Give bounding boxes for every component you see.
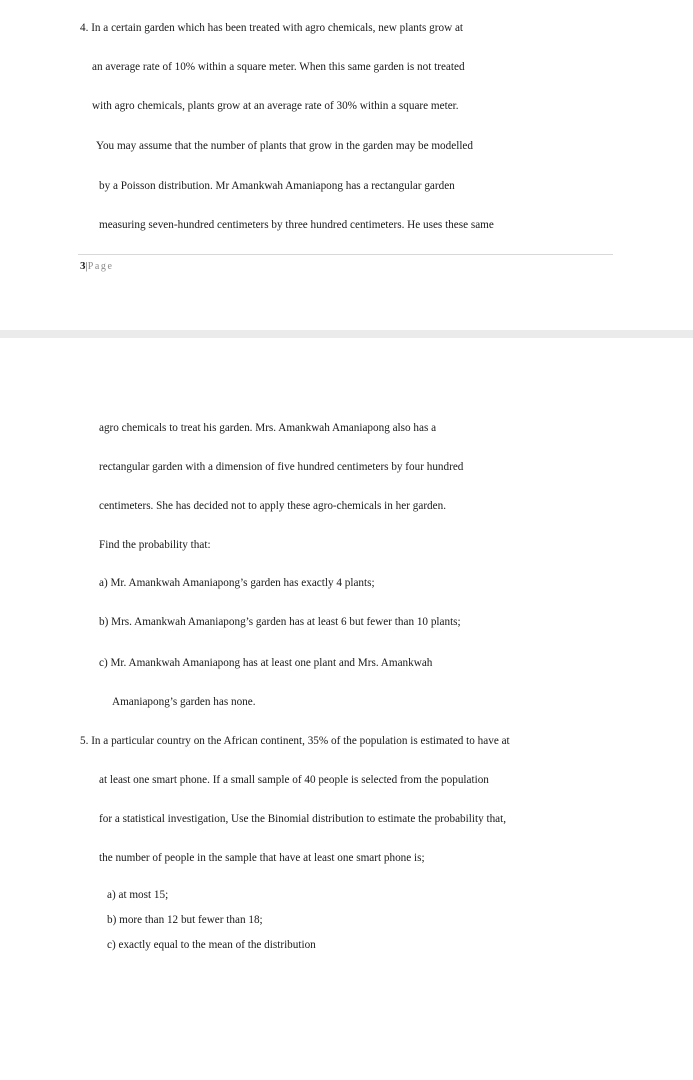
- q4-part-c-cont: Amaniapong’s garden has none.: [112, 696, 256, 708]
- q4-find-probability: Find the probability that:: [99, 539, 211, 551]
- q4-line-1: 4. In a certain garden which has been treated with agro chemicals, new plants grow at: [80, 22, 464, 34]
- page-separator: |: [85, 260, 88, 272]
- page-4-top: [0, 338, 693, 1080]
- q4-part-c: c) Mr. Amankwah Amaniapong has at least one plant and Mrs. Amankwah: [99, 657, 433, 669]
- q4-cont-line-3: centimeters. She has decided not to apply these agro-chemicals in her garden.: [99, 500, 446, 512]
- q5-line-4: the number of people in the sample that have at least one smart phone is;: [99, 852, 425, 864]
- q5-part-b: b) more than 12 but fewer than 18;: [107, 914, 263, 926]
- q5-line-2: at least one smart phone. If a small sample of 40 people is selected from the population: [99, 774, 489, 786]
- q4-line-3: with agro chemicals, plants grow at an average rate of 30% within a square meter.: [92, 100, 459, 112]
- page-number-footer: [80, 259, 114, 274]
- q4-cont-line-2: rectangular garden with a dimension of five hundred centimeters by four hundred: [99, 461, 464, 473]
- page-number: 3: [80, 260, 86, 272]
- q5-line-3: for a statistical investigation, Use the Binomial distribution to estimate the probability that,: [99, 813, 507, 825]
- q4-cont-line-1: agro chemicals to treat his garden. Mrs. Amankwah Amaniapong also has a: [99, 422, 437, 434]
- q4-line-5: by a Poisson distribution. Mr Amankwah Amaniapong has a rectangular garden: [99, 180, 455, 192]
- q4-part-a: a) Mr. Amankwah Amaniapong’s garden has exactly 4 plants;: [99, 577, 375, 589]
- q4-part-b: b) Mrs. Amankwah Amaniapong’s garden has at least 6 but fewer than 10 plants;: [99, 616, 461, 628]
- q5-part-a: a) at most 15;: [107, 889, 169, 901]
- q4-line-6: measuring seven-hundred centimeters by three hundred centimeters. He uses these same: [99, 219, 494, 231]
- q4-line-4: You may assume that the number of plants that grow in the garden may be modelled: [96, 140, 473, 152]
- q4-line-2: an average rate of 10% within a square meter. When this same garden is not treated: [92, 61, 465, 73]
- q5-part-c: c) exactly equal to the mean of the distribution: [107, 939, 316, 951]
- footer-rule: [78, 254, 613, 255]
- page-word: Page: [87, 261, 114, 272]
- page-break: [0, 330, 693, 338]
- page-3-bottom: [0, 0, 693, 330]
- q5-line-1: 5. In a particular country on the African continent, 35% of the population is estimated to have at: [80, 735, 510, 747]
